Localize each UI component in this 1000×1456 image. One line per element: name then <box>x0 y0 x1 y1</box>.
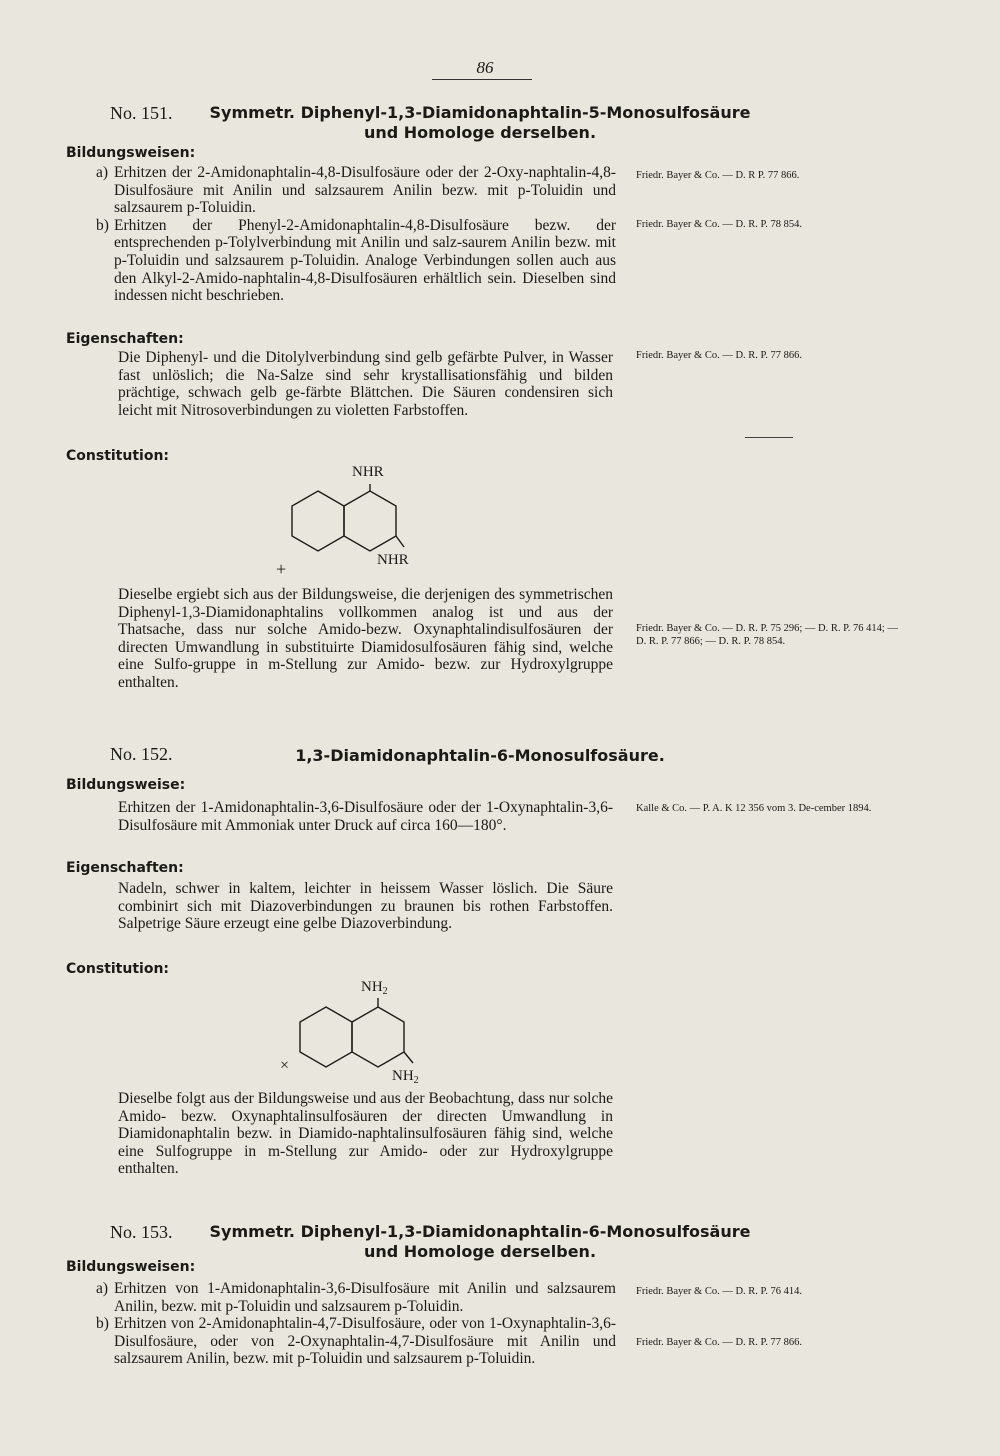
entry-152-number: No. 152. <box>110 744 173 764</box>
entry-153-number: No. 153. <box>110 1222 173 1242</box>
reference-note: Friedr. Bayer & Co. — D. R. P. 76 414. <box>636 1286 802 1297</box>
entry-153-formation <box>96 1280 616 1368</box>
separator-dash <box>745 437 793 438</box>
entry-151-number: No. 151. <box>110 103 173 123</box>
naphthalene-structure-152 <box>270 976 440 1086</box>
entry-152-formation: Erhitzen der 1-Amidonaphtalin-3,6-Disulfosäure oder der 1-Oxynaphtalin-3,6-Disulfosäure mit Ammoniak unter Druck auf circa 160—180°. <box>118 799 613 834</box>
formation-item-a: a) Erhitzen von 1-Amidonaphtalin-3,6-Disulfosäure mit Anilin und salzsaurem Anilin, bezw. mit p-Toluidin und salzsaurem p-Toluidin. <box>96 1280 616 1315</box>
struct-substituent-mark: × <box>280 1057 290 1074</box>
entry-151-constitution-label: Constitution: <box>66 448 170 464</box>
reference-note: Friedr. Bayer & Co. — D. R. P. 77 866. <box>636 350 802 361</box>
struct-nhr-side: NHR <box>377 552 409 568</box>
formation-item-a: a) Erhitzen der 2-Amidonaphtalin-4,8-Disulfosäure oder der 2-Oxy-naphtalin-4,8-Disulfosäure mit Anilin und salzsaurem Anilin bezw. mit p-Toluidin und salzsaurem p-Toluidin. <box>96 164 616 217</box>
entry-152-title: 1,3-Diamidonaphtalin-6-Monosulfosäure. <box>295 746 665 765</box>
struct-nhr-top: NHR <box>352 464 384 480</box>
entry-153-title: Symmetr. Diphenyl-1,3-Diamidonaphtalin-6-Monosulfosäure und Homologe derselben. <box>209 1222 751 1261</box>
reference-note: Friedr. Bayer & Co. — D. R P. 77 866. <box>636 170 800 181</box>
page-number-rule <box>432 79 532 80</box>
reference-note: Kalle & Co. — P. A. K 12 356 vom 3. De-cember 1894. <box>636 803 872 814</box>
struct-nh2-top: $NH_2$ <box>361 979 388 997</box>
entry-152-properties-label: Eigenschaften: <box>66 860 184 876</box>
entry-152-properties: Nadeln, schwer in kaltem, leichter in heissem Wasser löslich. Die Säure combinirt sich mit Diazoverbindungen zu braunen bis rothen Farbstoffen. Salpetrige Säure erzeugt eine gelbe Diazoverbindung. <box>118 880 613 933</box>
struct-substituent-mark: + <box>276 559 287 579</box>
entry-151-title: Symmetr. Diphenyl-1,3-Diamidonaphtalin-5-Monosulfosäure und Homologe derselben. <box>209 103 751 142</box>
entry-151-properties: Die Diphenyl- und die Ditolylverbindung sind gelb gefärbte Pulver, in Wasser fast unlöslich; die Na-Salze sind sehr krystallisationsfähig und bilden prächtige, schwach gelb ge-färbte Blättchen. Die Säuren condensiren sich leicht mit Nitrosoverbindungen zu violetten Farbstoffen. <box>118 349 613 419</box>
entry-152-formation-label: Bildungsweise: <box>66 777 186 793</box>
page-number: 86 <box>476 58 494 77</box>
reference-note: Friedr. Bayer & Co. — D. R. P. 75 296; — D. R. P. 76 414; — D. R. P. 77 866; — D. R. P. 78 854. <box>636 623 898 647</box>
formation-item-b: b) Erhitzen der Phenyl-2-Amidonaphtalin-4,8-Disulfosäure bezw. der entsprechenden p-Tolylverbindung mit Anilin und salz-saurem Anilin bezw. mit p-Toluidin und salzsaurem p-Toluidin. Analoge Verbindungen sollen auch aus den Alkyl-2-Amido-naphtalin-4,8-Disulfosäuren erhältlich sein. Dieselben sind indessen nicht beschrieben. <box>96 216 616 305</box>
entry-151-constitution-text: Dieselbe ergiebt sich aus der Bildungsweise, die derjenigen des symmetrischen Diphenyl-1,3-Diamidonaphtalins vollkommen analog ist und aus der Thatsache, dass nur solche Amido-bezw. Oxynaphtalindisulfosäuren der directen Umwandlung in substituirte Diamidosulfosäuren fähig sind, welche eine Sulfo-gruppe in m-Stellung zur Amido- bezw. zur Hydroxylgruppe enthalten. <box>118 586 613 691</box>
reference-note: Friedr. Bayer & Co. — D. R. P. 77 866. <box>636 1337 802 1348</box>
formation-item-b: b) Erhitzen von 2-Amidonaphtalin-4,7-Disulfosäure, oder von 1-Oxynaphtalin-3,6-Disulfosäure, oder von 2-Oxynaphtalin-4,7-Disulfosäure mit Anilin und salzsaurem Anilin, bezw. mit p-Toluidin und salzsaurem p-Toluidin. <box>96 1315 616 1368</box>
reference-note: Friedr. Bayer & Co. — D. R. P. 78 854. <box>636 219 802 230</box>
struct-nh2-side: $NH_2$ <box>392 1068 419 1086</box>
entry-151-formation <box>96 164 616 305</box>
entry-153-formation-label: Bildungsweisen: <box>66 1259 196 1275</box>
entry-151-formation-label: Bildungsweisen: <box>66 145 196 161</box>
entry-152-constitution-label: Constitution: <box>66 961 170 977</box>
entry-152-constitution-text: Dieselbe folgt aus der Bildungsweise und aus der Beobachtung, dass nur solche Amido- bezw. Oxynaphtalinsulfosäuren der directen Umwandlung in Diamidonaphtalin bezw. in Diamido-naphtalinsulfosäuren fähig sind, welche eine Sulfogruppe in m-Stellung zur Amido- oder zur Hydroxylgruppe enthalten. <box>118 1090 613 1178</box>
entry-151-properties-label: Eigenschaften: <box>66 331 184 347</box>
naphthalene-structure-151 <box>262 460 422 585</box>
